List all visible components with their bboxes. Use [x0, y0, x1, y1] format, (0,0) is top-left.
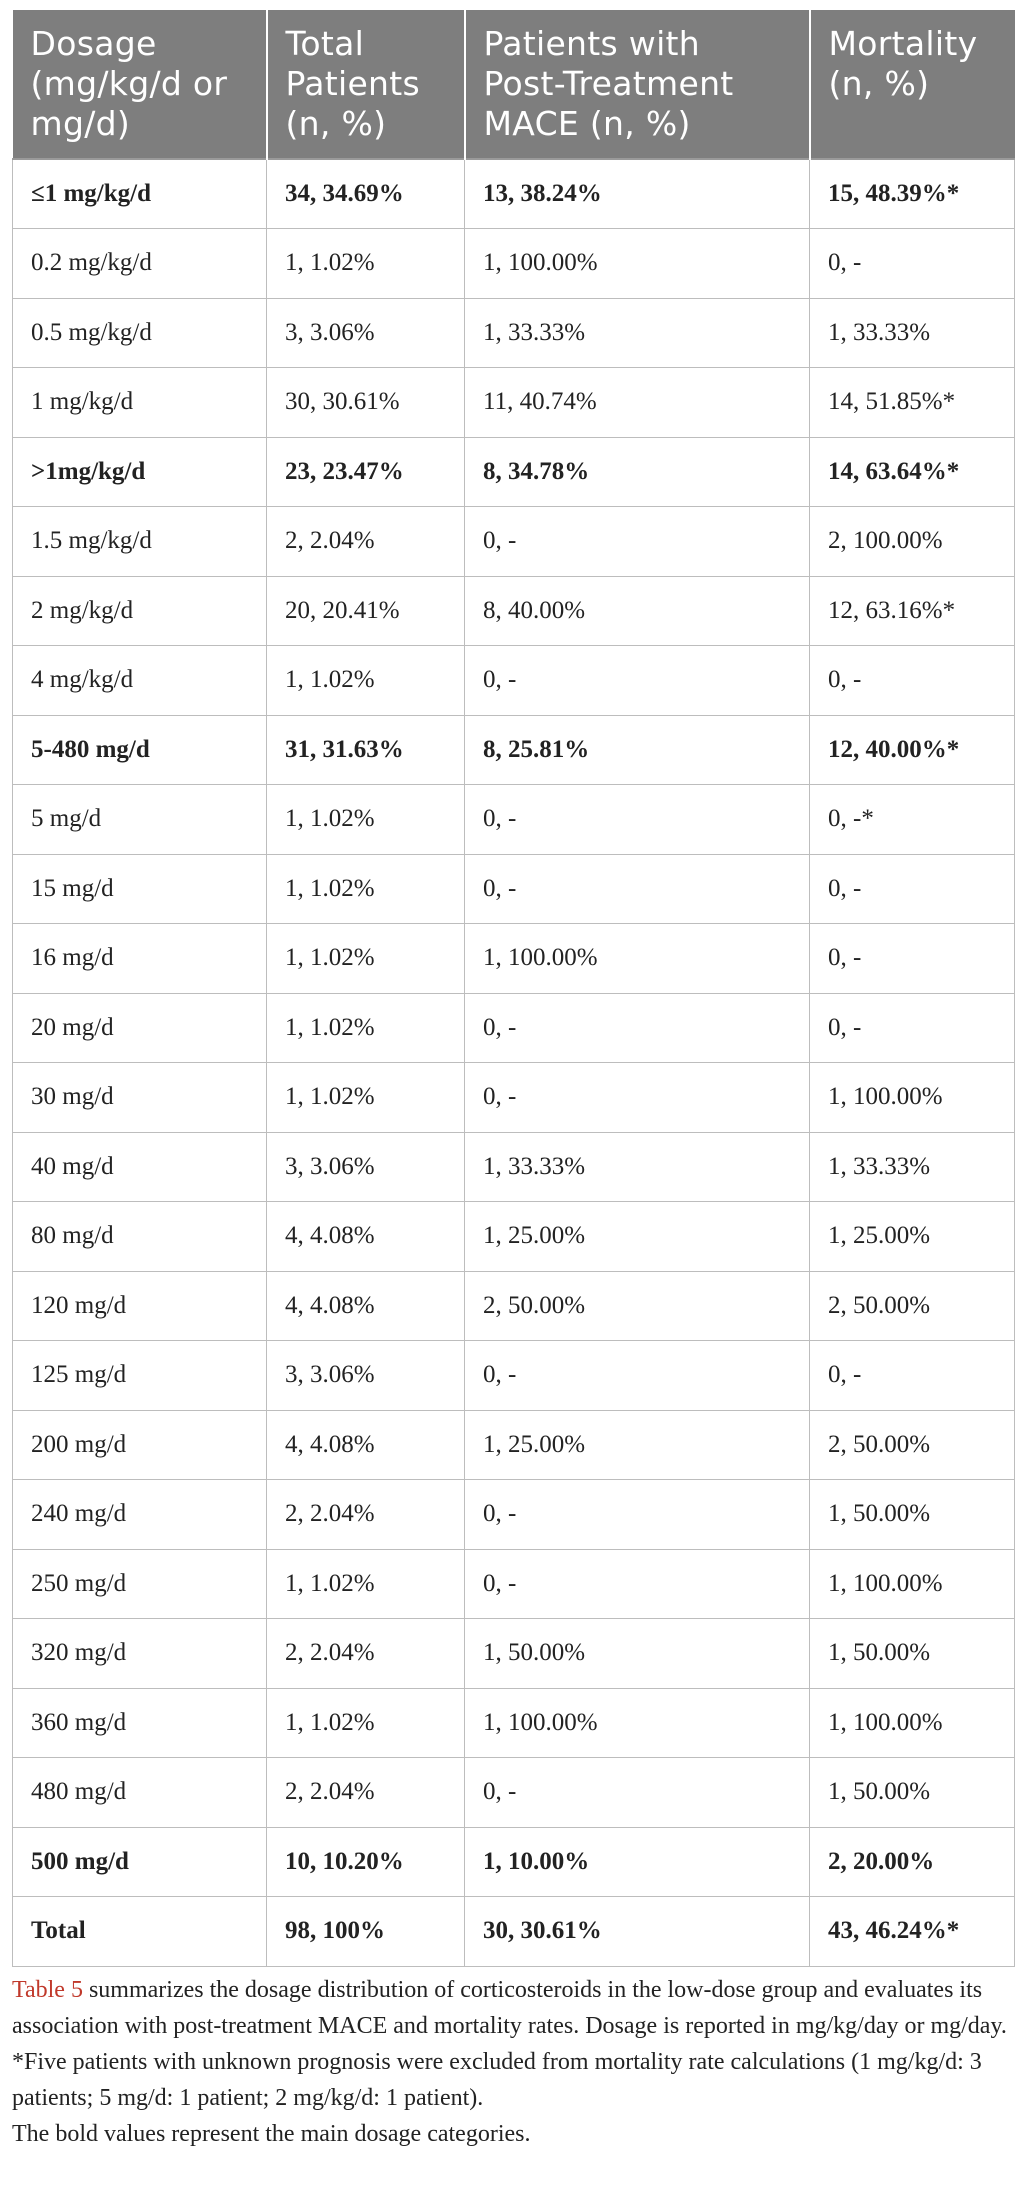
cell-dosage: 5-480 mg/d [13, 715, 267, 785]
cell-total-patients: 3, 3.06% [267, 1341, 465, 1411]
cell-total-patients: 1, 1.02% [267, 1549, 465, 1619]
cell-mortality: 1, 50.00% [810, 1480, 1015, 1550]
cell-total-patients: 34, 34.69% [267, 159, 465, 229]
table-row [13, 715, 1015, 785]
header-total-patients: Total Patients (n, %) [267, 10, 465, 159]
cell-dosage: 16 mg/d [13, 924, 267, 994]
cell-mace: 1, 25.00% [465, 1410, 810, 1480]
table-row [13, 576, 1015, 646]
cell-mace: 1, 25.00% [465, 1202, 810, 1272]
cell-mortality: 2, 20.00% [810, 1827, 1015, 1897]
cell-mortality: 0, - [810, 646, 1015, 716]
table-row [13, 1341, 1015, 1411]
cell-total-patients: 1, 1.02% [267, 646, 465, 716]
dosage-table-container [12, 10, 1014, 1967]
cell-dosage: 15 mg/d [13, 854, 267, 924]
cell-dosage: 30 mg/d [13, 1063, 267, 1133]
caption-summary [12, 1972, 1016, 2044]
cell-dosage: 320 mg/d [13, 1619, 267, 1689]
cell-mace: 0, - [465, 1480, 810, 1550]
cell-mace: 8, 34.78% [465, 437, 810, 507]
cell-dosage: 80 mg/d [13, 1202, 267, 1272]
cell-dosage: 20 mg/d [13, 993, 267, 1063]
table-row [13, 1688, 1015, 1758]
cell-dosage: 360 mg/d [13, 1688, 267, 1758]
cell-mortality: 1, 100.00% [810, 1549, 1015, 1619]
cell-dosage: 125 mg/d [13, 1341, 267, 1411]
cell-dosage: 240 mg/d [13, 1480, 267, 1550]
table-row [13, 1202, 1015, 1272]
cell-mortality: 14, 63.64%* [810, 437, 1015, 507]
cell-mace: 0, - [465, 854, 810, 924]
cell-total-patients: 30, 30.61% [267, 368, 465, 438]
table-row [13, 1549, 1015, 1619]
cell-mace: 1, 100.00% [465, 924, 810, 994]
cell-mortality: 2, 50.00% [810, 1410, 1015, 1480]
cell-total-patients: 3, 3.06% [267, 1132, 465, 1202]
cell-mace: 1, 100.00% [465, 1688, 810, 1758]
cell-mace: 1, 33.33% [465, 1132, 810, 1202]
cell-total-patients: 1, 1.02% [267, 785, 465, 855]
cell-mortality: 1, 50.00% [810, 1619, 1015, 1689]
caption-summary-text: summarizes the dosage distribution of corticosteroids in the low-dose group and evaluates its association with post-treatment MACE and mortality rates. Dosage is reported in mg/kg/day or mg/day. [12, 1977, 1007, 2039]
cell-mace: 0, - [465, 785, 810, 855]
cell-dosage: 5 mg/d [13, 785, 267, 855]
cell-total-patients: 1, 1.02% [267, 924, 465, 994]
cell-mortality: 0, - [810, 854, 1015, 924]
cell-mortality: 2, 50.00% [810, 1271, 1015, 1341]
cell-dosage: 1.5 mg/kg/d [13, 507, 267, 577]
cell-dosage: >1mg/kg/d [13, 437, 267, 507]
cell-mortality: 0, - [810, 229, 1015, 299]
header-mortality: Mortality (n, %) [810, 10, 1015, 159]
cell-mortality: 1, 50.00% [810, 1758, 1015, 1828]
cell-mace: 8, 25.81% [465, 715, 810, 785]
table-row [13, 993, 1015, 1063]
cell-total-patients: 31, 31.63% [267, 715, 465, 785]
cell-mortality: 1, 100.00% [810, 1688, 1015, 1758]
cell-mace: 0, - [465, 1063, 810, 1133]
cell-mortality: 12, 40.00%* [810, 715, 1015, 785]
header-row [13, 10, 1015, 159]
cell-total-patients: 1, 1.02% [267, 1688, 465, 1758]
cell-dosage: 120 mg/d [13, 1271, 267, 1341]
cell-mortality: 14, 51.85%* [810, 368, 1015, 438]
cell-mace: 8, 40.00% [465, 576, 810, 646]
table-row [13, 646, 1015, 716]
cell-total-patients: 4, 4.08% [267, 1410, 465, 1480]
cell-dosage: 1 mg/kg/d [13, 368, 267, 438]
table-row [13, 854, 1015, 924]
table-row [13, 1271, 1015, 1341]
table-row [13, 1480, 1015, 1550]
table-row [13, 1758, 1015, 1828]
cell-total-patients: 23, 23.47% [267, 437, 465, 507]
cell-dosage: 250 mg/d [13, 1549, 267, 1619]
dosage-table [12, 10, 1015, 1967]
table-row [13, 1827, 1015, 1897]
cell-total-patients: 3, 3.06% [267, 298, 465, 368]
cell-mortality: 0, - [810, 993, 1015, 1063]
cell-dosage: 40 mg/d [13, 1132, 267, 1202]
cell-dosage: 0.2 mg/kg/d [13, 229, 267, 299]
cell-total-patients: 1, 1.02% [267, 854, 465, 924]
cell-mace: 1, 10.00% [465, 1827, 810, 1897]
cell-mace: 0, - [465, 993, 810, 1063]
cell-total-patients: 1, 1.02% [267, 993, 465, 1063]
cell-mace: 11, 40.74% [465, 368, 810, 438]
cell-mace: 0, - [465, 1758, 810, 1828]
cell-mortality: 12, 63.16%* [810, 576, 1015, 646]
cell-mace: 0, - [465, 1341, 810, 1411]
cell-mortality: 1, 33.33% [810, 298, 1015, 368]
cell-dosage: 2 mg/kg/d [13, 576, 267, 646]
cell-dosage: 200 mg/d [13, 1410, 267, 1480]
cell-mortality: 0, - [810, 924, 1015, 994]
cell-total-patients: 2, 2.04% [267, 507, 465, 577]
table-row [13, 298, 1015, 368]
table-row [13, 1132, 1015, 1202]
cell-mace: 0, - [465, 1549, 810, 1619]
cell-mace: 1, 50.00% [465, 1619, 810, 1689]
cell-total-patients: 1, 1.02% [267, 1063, 465, 1133]
cell-mortality: 0, - [810, 1341, 1015, 1411]
cell-mace: 1, 100.00% [465, 229, 810, 299]
cell-dosage: ≤1 mg/kg/d [13, 159, 267, 229]
header-dosage: Dosage (mg/kg/d or mg/d) [13, 10, 267, 159]
table-row [13, 1063, 1015, 1133]
cell-total-patients: 2, 2.04% [267, 1758, 465, 1828]
cell-total-patients: 2, 2.04% [267, 1480, 465, 1550]
table-row [13, 229, 1015, 299]
table-caption [12, 1972, 1016, 2152]
cell-mortality: 15, 48.39%* [810, 159, 1015, 229]
table-row [13, 437, 1015, 507]
cell-mortality: 1, 100.00% [810, 1063, 1015, 1133]
table-row [13, 159, 1015, 229]
cell-mortality: 2, 100.00% [810, 507, 1015, 577]
cell-mace: 13, 38.24% [465, 159, 810, 229]
cell-dosage: 500 mg/d [13, 1827, 267, 1897]
table-row [13, 1619, 1015, 1689]
table-row [13, 1410, 1015, 1480]
table-header [13, 10, 1015, 159]
cell-mace: 1, 33.33% [465, 298, 810, 368]
cell-total-patients: 20, 20.41% [267, 576, 465, 646]
cell-mortality: 1, 25.00% [810, 1202, 1015, 1272]
cell-mace: 30, 30.61% [465, 1897, 810, 1967]
cell-total-patients: 98, 100% [267, 1897, 465, 1967]
table-reference-link[interactable]: Table 5 [12, 1977, 83, 2003]
table-row [13, 924, 1015, 994]
table-row [13, 507, 1015, 577]
cell-dosage: 4 mg/kg/d [13, 646, 267, 716]
cell-total-patients: 2, 2.04% [267, 1619, 465, 1689]
cell-mace: 0, - [465, 507, 810, 577]
caption-footnote: *Five patients with unknown prognosis were excluded from mortality rate calculations (1 mg/kg/d: 3 patients; 5 mg/d: 1 patient; 2 mg/kg/d: 1 patient). [12, 2049, 982, 2111]
cell-dosage: Total [13, 1897, 267, 1967]
cell-total-patients: 4, 4.08% [267, 1271, 465, 1341]
cell-mace: 2, 50.00% [465, 1271, 810, 1341]
caption-bold-note: The bold values represent the main dosage categories. [12, 2121, 531, 2147]
cell-dosage: 480 mg/d [13, 1758, 267, 1828]
cell-total-patients: 4, 4.08% [267, 1202, 465, 1272]
cell-total-patients: 10, 10.20% [267, 1827, 465, 1897]
cell-mortality: 43, 46.24%* [810, 1897, 1015, 1967]
table-row [13, 368, 1015, 438]
cell-dosage: 0.5 mg/kg/d [13, 298, 267, 368]
cell-total-patients: 1, 1.02% [267, 229, 465, 299]
table-row [13, 785, 1015, 855]
header-mace: Patients with Post-Treatment MACE (n, %) [465, 10, 810, 159]
table-row [13, 1897, 1015, 1967]
cell-mace: 0, - [465, 646, 810, 716]
cell-mortality: 0, -* [810, 785, 1015, 855]
cell-mortality: 1, 33.33% [810, 1132, 1015, 1202]
table-body [13, 159, 1015, 1966]
